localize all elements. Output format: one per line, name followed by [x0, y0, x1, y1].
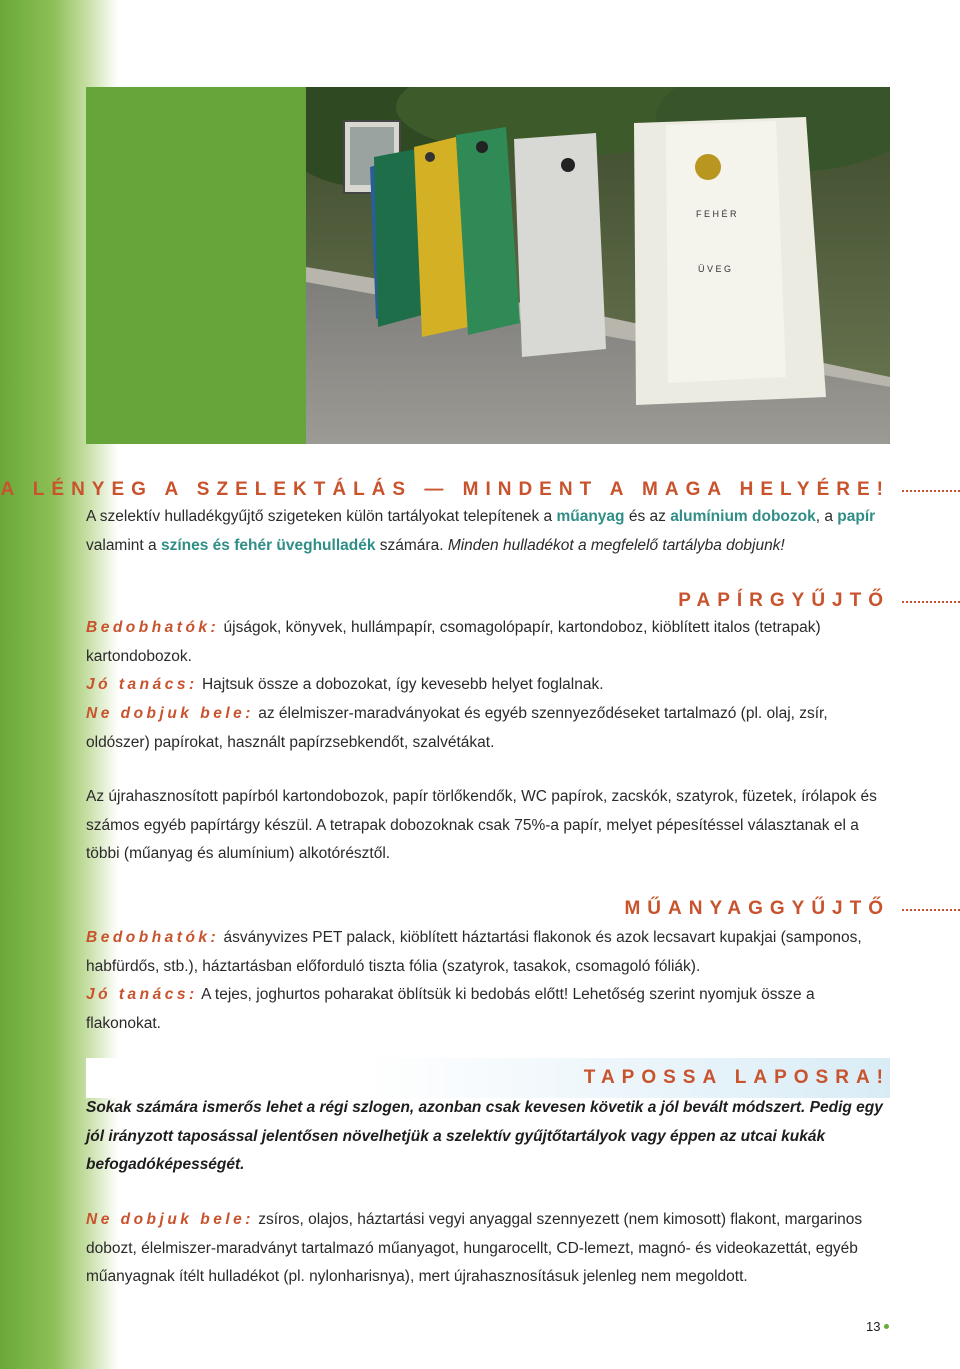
plastic-label-throw-in: Bedobhatók: [86, 929, 220, 946]
keyword-plastic: műanyag [556, 508, 625, 525]
dont-label: Ne dobjuk bele: [86, 1211, 254, 1228]
intro-text-3: , a [815, 508, 838, 525]
paper-throw-in [86, 614, 892, 671]
dont-text: zsíros, olajos, háztartási vegyi anyaggal szennyezett (nem kimosott) flakont, margarinos dobozt, élelmiszer-maradványt tartalmazó műanyagot, hungarocellt, CD-lemezt, magnó- és videokazettát, egyéb műanyagnak ítélt hulladékot (pl. nylonharisnya), mert újrahasznosításuk jelenleg nem megoldott. [86, 1211, 863, 1285]
paper-label-throw-in: Bedobhatók: [86, 619, 220, 636]
paper-label-dont: Ne dobjuk bele: [86, 705, 254, 722]
intro-text-5: számára. [375, 536, 448, 554]
recycling-containers-photo [306, 87, 890, 444]
container-sign-1: F E H É R [696, 209, 737, 219]
keyword-aluminium: alumínium dobozok [670, 508, 816, 525]
container-sign-2: Ü V E G [698, 264, 732, 274]
dont-paragraph [86, 1206, 892, 1292]
plastic-label-tip: Jó tanács: [86, 986, 198, 1003]
paper-dont [86, 700, 892, 757]
intro-text-1: A szelektív hulladékgyűjtő szigeteken külön tartályokat telepítenek a [86, 508, 557, 525]
paper-heading-dots [902, 601, 960, 603]
keyword-paper: papír [837, 508, 876, 525]
plastic-tip [86, 981, 892, 1038]
plastic-text-throw-in: ásványvizes PET palack, kiöblített háztartási flakonok és azok lecsavart kupakjai (samponos, habfürdős, stb.), háztartásban előforduló tiszta fólia (szatyrok, tasakok, csomagoló fóliák). [86, 929, 862, 975]
intro-italic: Minden hulladékot a megfelelő tartályba dobjunk! [447, 536, 785, 554]
page-number: 13 [866, 1319, 881, 1334]
paper-recycle-paragraph: Az újrahasznosított papírból kartondobozok, papír törlőkendők, WC papírok, zacskók, szatyrok, füzetek, írólapok és számos egyéb papírtárgy készül. A tetrapak dobozoknak csak 75%-a papír, melyet pépesítéssel választanak el a többi (műanyag és alumínium) alkotórésztől. [86, 788, 877, 862]
keyword-glass: színes és fehér üveghulladék [160, 536, 376, 554]
page-number-dot-icon [884, 1324, 889, 1329]
intro-heading-dots [902, 490, 960, 492]
photo-green-block [86, 87, 306, 444]
paper-label-tip: Jó tanács: [86, 676, 198, 693]
photo-illustration [306, 87, 890, 444]
plastic-heading-dots [902, 909, 960, 911]
intro-paragraph [86, 503, 892, 560]
plastic-text-tip: A tejes, joghurtos poharakat öblítsük ki bedobás előtt! Lehetőség szerint nyomjuk össze a flakonokat. [86, 986, 815, 1032]
paper-text-throw-in: újságok, könyvek, hullámpapír, csomagolópapír, kartondoboz, kiöblített italos (tetrapak) kartondobozok. [86, 619, 821, 665]
intro-text-4: valamint a [86, 536, 161, 554]
tip-text: Sokak számára ismerős lehet a régi szlogen, azonban csak kevesen követik a jól bevált módszert. Pedig egy jól irányzott taposással jelentősen növelhetjük a szelektív gyűjtőtartályok vagy éppen az utcai kukák befogadóképességét. [86, 1099, 883, 1173]
intro-heading: A LÉNYEG A SZELEKTÁLÁS — MINDENT A MAGA HELYÉRE! [0, 479, 890, 500]
paper-text-tip: Hajtsuk össze a dobozokat, így kevesebb helyet foglalnak. [197, 676, 604, 693]
paper-text-dont: az élelmiszer-maradványokat és egyéb szennyeződéseket tartalmazó (pl. olaj, zsír, oldószer) papírokat, használt papírzsebkendőt, szalvétákat. [86, 705, 828, 751]
plastic-throw-in [86, 924, 892, 981]
paper-tip [86, 671, 892, 700]
tip-heading: TAPOSSA LAPOSRA! [583, 1067, 890, 1088]
plastic-heading: MŰANYAGGYŰJTŐ [624, 898, 890, 919]
paper-heading: PAPÍRGYŰJTŐ [678, 590, 890, 611]
intro-text-2: és az [624, 508, 671, 525]
